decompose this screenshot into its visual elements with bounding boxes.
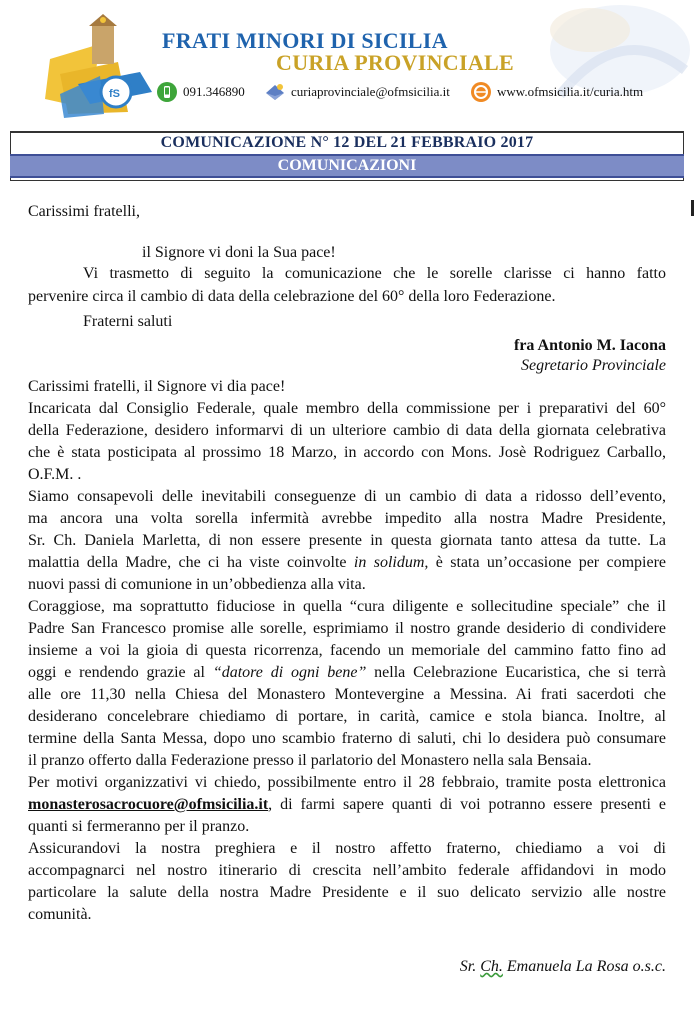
section-title: COMUNICAZIONI [277,157,417,174]
organization-title: FRATI MINORI DI SICILIA [162,28,448,53]
organization-subtitle: CURIA PROVINCIALE [276,50,514,75]
web-icon [470,81,492,103]
letter-line: Incaricata dal Consiglio Federale, quale membro della commissione per i preparativi del 60° [28,400,666,417]
phone-contact [156,79,245,105]
intro-closing: Fraterni saluti [83,313,173,330]
letterhead [0,0,694,130]
signer-role: Segretario Provinciale [521,357,666,374]
letter-line: desiderano concelebrare chiediamo di portare, in carità, camice e stola bianca. Inoltre, al [28,708,666,725]
letter-text: è stata un’occasione per compiere [435,554,667,571]
signer-name: fra Antonio M. Iacona [514,337,666,354]
letter-line: quanti si fermeranno per il pranzo. [28,818,250,835]
letter-line: Coraggiose, ma soprattutto fiduciose in quella “cura diligente e sollecitudine speciale” che il [28,598,666,615]
letter-italic-text: in solidum, [353,554,429,571]
letter-line [28,794,666,816]
letter-line: particolare la salute della nostra Madre Presidente e il suo delicato servizio alle nostre [28,884,666,901]
letter-line: insieme a voi la gioia di questa ricorrenza, facendo un memoriale del cammino fatto fino ad [28,642,666,659]
letter-text: nella Celebrazione Eucaristica, che si terrà [374,664,667,681]
phone-number: 091.346890 [183,84,245,99]
phone-icon [156,81,178,103]
communication-number: COMUNICAZIONE N° 12 DEL 21 FEBBRAIO 2017 [160,134,534,151]
email-address[interactable]: curiaprovinciale@ofmsicilia.it [291,84,450,99]
letter-line: O.F.M. . [28,466,82,483]
letter-line: Per motivi organizzativi vi chiedo, possibilmente entro il 28 febbraio, tramite posta elettronica [28,774,666,791]
intro-paragraph-line: pervenire circa il cambio di data della celebrazione del 60° della loro Federazione. [28,288,556,305]
intro-blessing: il Signore vi doni la Sua pace! [142,244,336,261]
letter-line: Siamo consapevoli delle inevitabili conseguenze di un cambio di data a ridosso dell’evento, [28,488,666,505]
letter-line: Carissimi fratelli, il Signore vi dia pace! [28,378,286,395]
letter-line: ma ancora una volta sorella infermità avrebbe impedito alla nostra Madre Presidente, [28,510,666,527]
letter-line [28,552,666,574]
letter-line: della Federazione, desidero informarvi di un ulteriore cambio di data della giornata celebrativa [28,422,666,439]
signature-text: Sr. [459,958,477,975]
letter-line: termine della Santa Messa, dopo uno scambio fraterno di saluti, chi lo desidera può consumare [28,730,666,747]
letter-line: Assicurandovi la nostra preghiera e il nostro affetto fraterno, chiediamo a voi di [28,840,666,857]
email-contact[interactable] [264,79,450,105]
letter-line: accompagnarci nel nostro itinerario di crescita nell’ambito federale affidandovi in modo [28,862,666,879]
letter-line: che è stata posticipata al prossimo 18 Marzo, in accordo con Mons. Josè Rodriguez Carballo, [28,444,666,461]
closing-signature [446,957,666,977]
letter-line: nuovi passi di comunione in un’obbedienza alla vita. [28,576,366,593]
letter-line: Padre San Francesco promise alle sorelle, esprimiamo il nostro grande desiderio di condividere [28,620,666,637]
svg-text:fS: fS [109,88,120,100]
letter-line: Sr. Ch. Daniela Marletta, di non essere presente in questa giornata tanto attesa da tutte. La [28,532,666,549]
letter-text: , di farmi sapere quanti di voi potranno essere presenti e [268,796,666,813]
website-url[interactable]: www.ofmsicilia.it/curia.htm [497,84,644,99]
intro-paragraph-line: Vi trasmetto di seguito la comunicazione che le sorelle clarisse ci hanno fatto [83,265,666,282]
letter-line [28,662,666,684]
website-contact[interactable] [470,79,643,105]
signature-text: Ch. [480,958,503,975]
section-banner [10,154,684,178]
province-logo [40,14,155,119]
letter-text: malattia della Madre, che ci ha viste coinvolte [28,554,347,571]
letter-italic-text: “datore di ogni bene” [212,664,367,681]
contact-email-link[interactable]: monasterosacrocuore@ofmsicilia.it [28,796,269,813]
intro-greeting: Carissimi fratelli, [28,203,140,220]
signature-text: Emanuela La Rosa o.s.c. [506,958,666,975]
letter-line: il pranzo offerto dalla Federazione presso il parlatorio del Monastero nella sala Bensaia. [28,752,592,769]
email-icon [264,81,286,103]
letter-text: oggi e rendendo grazie al [28,664,205,681]
letter-line: alle ore 11,30 nella Chiesa del Monastero Montevergine a Messina. Ai frati sacerdoti che [28,686,666,703]
letter-line: comunità. [28,906,92,923]
